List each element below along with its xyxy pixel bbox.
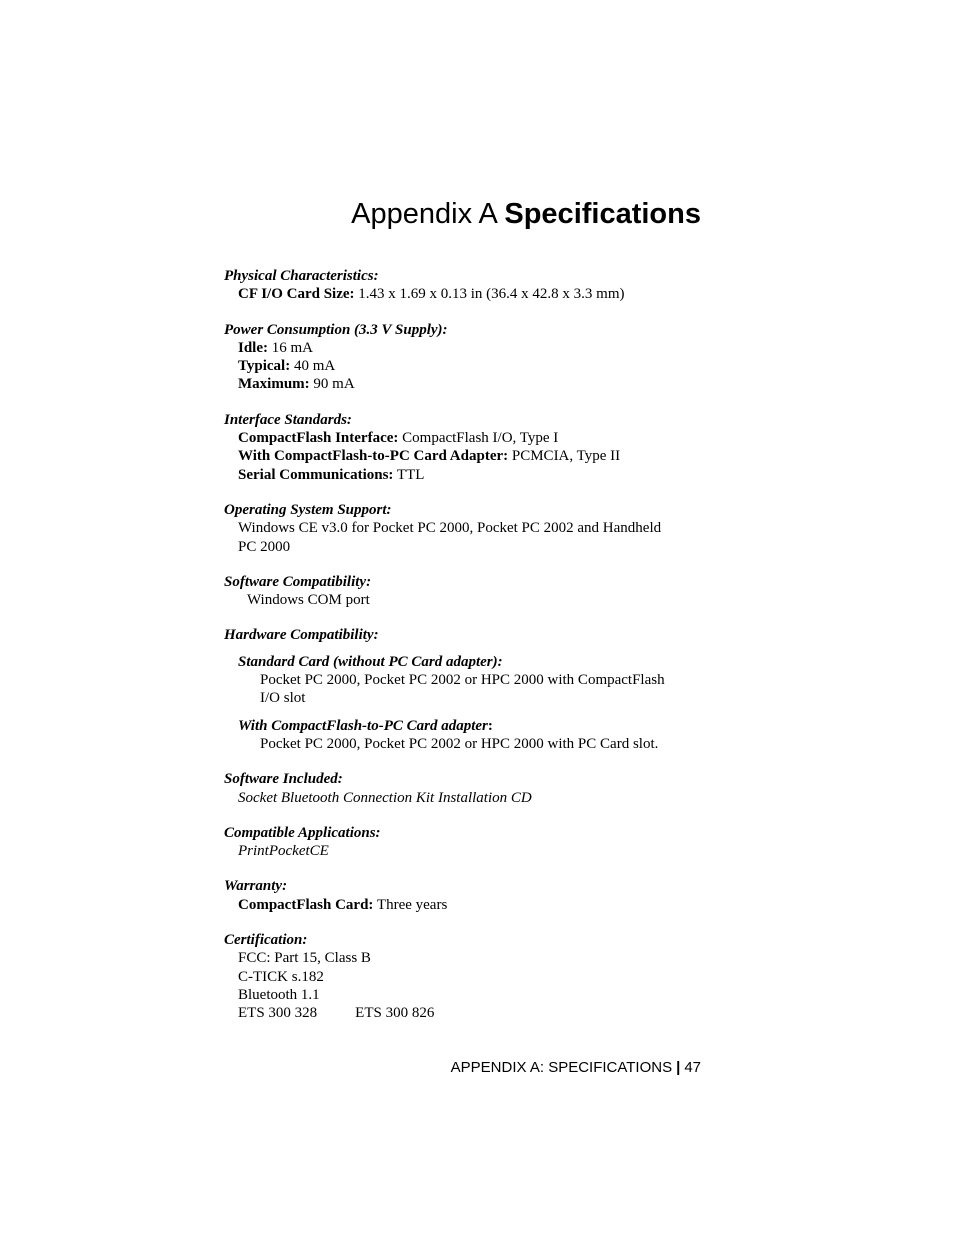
section-physical (224, 267, 704, 304)
footer-separator: | (676, 1059, 681, 1076)
subsection-heading-colon: : (487, 717, 493, 734)
spec-text: Pocket PC 2000, Pocket PC 2002 or HPC 2000 with PC Card slot. (260, 735, 659, 752)
cert-item-ets (224, 1004, 704, 1022)
section-heading: Software Included: (224, 771, 343, 788)
subsection-heading: Standard Card (without PC Card adapter): (238, 653, 503, 670)
subsection-adapter (224, 717, 704, 754)
spec-text: PC 2000 (238, 538, 291, 555)
spec-value: CompactFlash I/O, Type I (402, 430, 559, 447)
spec-row (224, 466, 704, 484)
spec-row (224, 339, 704, 357)
spec-row (224, 429, 704, 447)
spec-value: 1.43 x 1.69 x 0.13 in (36.4 x 42.8 x 3.3 mm) (358, 286, 625, 303)
spec-value: 16 mA (271, 339, 313, 356)
spec-row (224, 896, 704, 914)
subsection-heading (224, 717, 704, 735)
section-heading: Hardware Compatibility: (224, 627, 379, 644)
page-number: 47 (684, 1059, 701, 1076)
section-heading: Operating System Support: (224, 501, 392, 518)
spec-row (224, 285, 704, 303)
section-heading: Compatible Applications: (224, 824, 381, 841)
spec-label: CompactFlash Card: (238, 896, 374, 913)
spec-value: Three years (376, 896, 448, 913)
spec-label: Serial Communications: (238, 466, 394, 483)
section-heading: Physical Characteristics: (224, 268, 379, 284)
spec-row (224, 447, 704, 465)
spec-label: Idle: (238, 339, 268, 356)
spec-content (224, 267, 704, 1040)
cert-ets-a: ETS 300 328 (238, 1005, 318, 1022)
spec-label: CF I/O Card Size: (238, 286, 355, 303)
section-hardware-compat (224, 626, 704, 753)
section-os (224, 501, 704, 556)
section-heading: Power Consumption (3.3 V Supply): (224, 321, 448, 338)
spec-label: Typical: (238, 358, 291, 375)
section-power (224, 321, 704, 394)
section-certification (224, 931, 704, 1022)
section-heading: Certification: (224, 932, 308, 949)
spec-text: PrintPocketCE (238, 843, 329, 860)
title-main: Specifications (504, 198, 701, 230)
spec-label: With CompactFlash-to-PC Card Adapter: (238, 448, 509, 465)
cert-item: C-TICK s.182 (238, 968, 324, 985)
spec-value: 40 mA (293, 358, 336, 375)
spec-text: Pocket PC 2000, Pocket PC 2002 or HPC 2000 with CompactFlash (260, 672, 665, 689)
spec-value: 90 mA (313, 376, 355, 393)
spec-text: Socket Bluetooth Connection Kit Installation CD (238, 789, 532, 806)
spec-row (224, 375, 704, 393)
footer-label: APPENDIX A: SPECIFICATIONS (450, 1059, 673, 1076)
cert-item: Bluetooth 1.1 (238, 986, 320, 1003)
subsection-heading-text: With CompactFlash-to-PC Card adapter (238, 717, 488, 734)
section-interface (224, 411, 704, 484)
cert-item: FCC: Part 15, Class B (238, 950, 371, 967)
section-heading: Software Compatibility: (224, 573, 372, 590)
section-compatible-apps (224, 824, 704, 861)
page-footer (0, 1059, 701, 1077)
section-software-compat (224, 573, 704, 610)
spec-label: Maximum: (238, 376, 310, 393)
section-software-included (224, 770, 704, 807)
subsection-standard-card (224, 653, 704, 708)
section-warranty (224, 877, 704, 914)
spec-text: I/O slot (260, 690, 306, 707)
spec-row (224, 357, 704, 375)
spec-label: CompactFlash Interface: (238, 430, 399, 447)
section-heading: Interface Standards: (224, 411, 352, 428)
spec-value: TTL (396, 466, 425, 483)
page-title (0, 196, 701, 232)
section-heading: Warranty: (224, 878, 288, 895)
title-prefix: Appendix A (351, 198, 497, 230)
cert-ets-b: ETS 300 826 (355, 1005, 435, 1022)
spec-text: Windows CE v3.0 for Pocket PC 2000, Pocket PC 2002 and Handheld (238, 520, 662, 537)
spec-text: Windows COM port (247, 592, 370, 609)
spec-value: PCMCIA, Type II (511, 448, 621, 465)
